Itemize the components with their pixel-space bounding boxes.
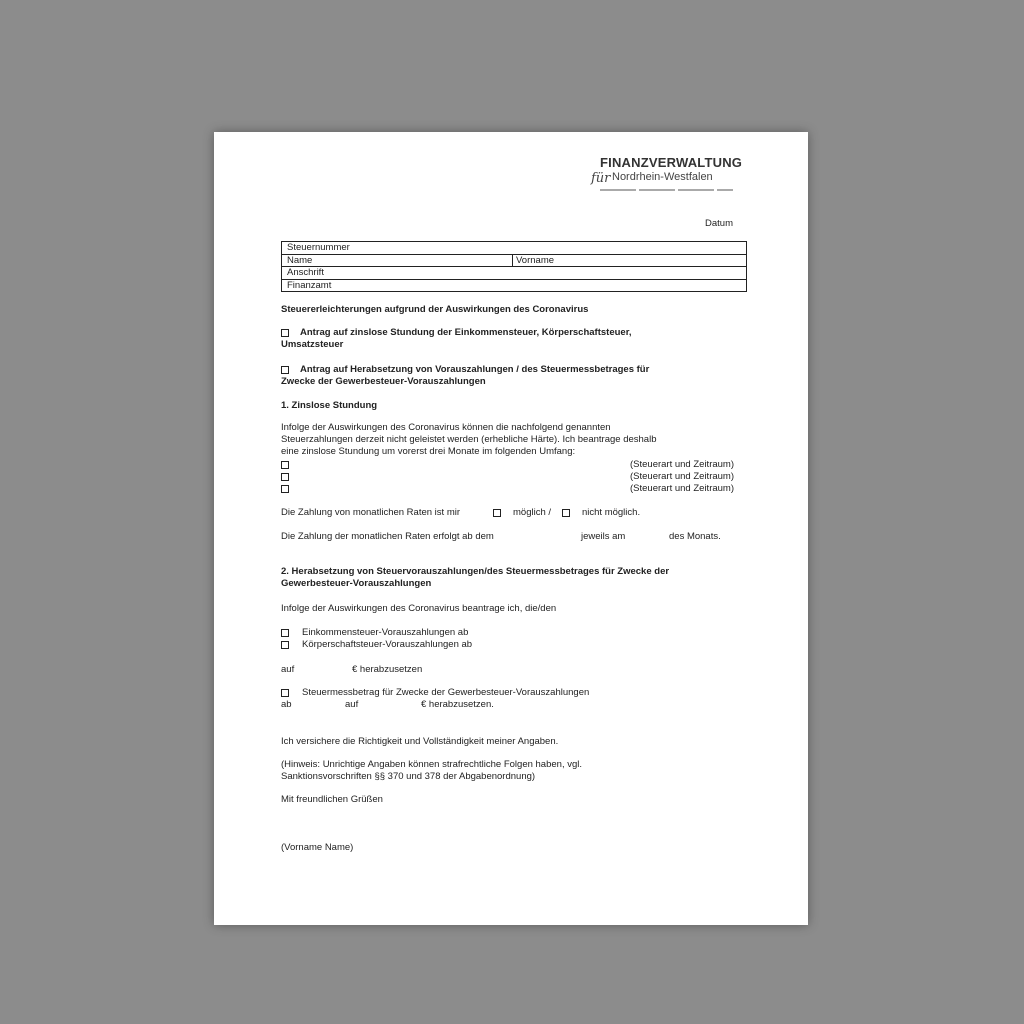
- table-row-name: [282, 255, 746, 268]
- auf-label: auf: [281, 664, 295, 675]
- table-row-anschrift: [282, 267, 746, 280]
- hinweis-line2: Sanktionsvorschriften §§ 370 und 378 der Abgabenordnung): [281, 771, 536, 782]
- logo-title: FINANZVERWALTUNG: [600, 155, 743, 170]
- taxpayer-info-table: [281, 241, 747, 292]
- steuerart3-label: (Steuerart und Zeitraum): [629, 483, 734, 494]
- antrag1-line2: Umsatzsteuer: [281, 339, 344, 350]
- signature-placeholder: (Vorname Name): [281, 842, 354, 853]
- raten2-jeweils: jeweils am: [581, 531, 626, 542]
- antrag2-checkbox[interactable]: [281, 366, 289, 374]
- antrag2-line1: Antrag auf Herabsetzung von Vorauszahlungen / des Steuermessbetrages für: [300, 364, 650, 375]
- vorname-label: Vorname: [512, 255, 554, 267]
- steuerart1-label: (Steuerart und Zeitraum): [629, 459, 734, 470]
- table-row-finanzamt: [282, 280, 746, 292]
- moeglich-label: möglich /: [513, 507, 552, 518]
- section1-para-line3: eine zinslose Stundung um vorerst drei Monate im folgenden Umfang:: [281, 446, 576, 457]
- logo-underline-2: [639, 189, 675, 191]
- hinweis-line1: (Hinweis: Unrichtige Angaben können strafrechtliche Folgen haben, vgl.: [281, 759, 583, 770]
- section2-intro: Infolge der Auswirkungen des Coronavirus beantrage ich, die/den: [281, 603, 557, 614]
- datum-label: Datum: [705, 218, 733, 229]
- ab-label: ab: [281, 699, 292, 710]
- steuermessbetrag-label: Steuermessbetrag für Zwecke der Gewerbesteuer-Vorauszahlungen: [302, 687, 590, 698]
- section1-para-line1: Infolge der Auswirkungen des Coronavirus können die nachfolgend genannten: [281, 422, 611, 433]
- antrag1-checkbox[interactable]: [281, 329, 289, 337]
- steuerart1-checkbox[interactable]: [281, 461, 289, 469]
- koerperschaftsteuer-checkbox[interactable]: [281, 641, 289, 649]
- raten2-text: Die Zahlung der monatlichen Raten erfolgt ab dem: [281, 531, 494, 542]
- raten-text: Die Zahlung von monatlichen Raten ist mir: [281, 507, 461, 518]
- logo-fuer: für: [591, 171, 611, 186]
- antrag1-line1: Antrag auf zinslose Stundung der Einkommensteuer, Körperschaftsteuer,: [300, 327, 632, 338]
- auf2-label: auf: [345, 699, 359, 710]
- raten2-monats: des Monats.: [669, 531, 721, 542]
- section1-title: 1. Zinslose Stundung: [281, 400, 378, 411]
- versicherung-text: Ich versichere die Richtigkeit und Vollständigkeit meiner Angaben.: [281, 736, 559, 747]
- logo-underline-1: [600, 189, 636, 191]
- steuernummer-label: Steuernummer: [287, 242, 350, 253]
- steuermessbetrag-checkbox[interactable]: [281, 689, 289, 697]
- herabzusetzen-label: € herabzusetzen: [352, 664, 423, 675]
- section2-title-line2: Gewerbesteuer-Vorauszahlungen: [281, 578, 432, 589]
- einkommensteuer-checkbox[interactable]: [281, 629, 289, 637]
- document-heading: Steuererleichterungen aufgrund der Auswirkungen des Coronavirus: [281, 304, 589, 315]
- nicht-moeglich-label: nicht möglich.: [582, 507, 641, 518]
- name-label: Name: [287, 254, 313, 266]
- steuerart2-checkbox[interactable]: [281, 473, 289, 481]
- section1-para-line2: Steuerzahlungen derzeit nicht geleistet werden (erhebliche Härte). Ich beantrage deshalb: [281, 434, 657, 445]
- einkommensteuer-label: Einkommensteuer-Vorauszahlungen ab: [302, 627, 469, 638]
- steuerart2-label: (Steuerart und Zeitraum): [629, 471, 734, 482]
- moeglich-checkbox[interactable]: [493, 509, 501, 517]
- logo-underline-4: [717, 189, 733, 191]
- anschrift-label: Anschrift: [287, 267, 324, 278]
- koerperschaftsteuer-label: Körperschaftsteuer-Vorauszahlungen ab: [302, 639, 473, 650]
- herabzusetzen2-label: € herabzusetzen.: [421, 699, 494, 710]
- steuerart3-checkbox[interactable]: [281, 485, 289, 493]
- logo-subtitle: Nordrhein-Westfalen: [612, 171, 713, 183]
- antrag2-line2: Zwecke der Gewerbesteuer-Vorauszahlungen: [281, 376, 486, 387]
- section2-title-line1: 2. Herabsetzung von Steuervorauszahlungen/des Steuermessbetrages für Zwecke der: [281, 566, 670, 577]
- gruss-text: Mit freundlichen Grüßen: [281, 794, 383, 805]
- logo-underline-3: [678, 189, 714, 191]
- document-page: [214, 132, 808, 925]
- finanzamt-label: Finanzamt: [287, 279, 332, 291]
- table-row-steuernummer: [282, 242, 746, 255]
- nicht-moeglich-checkbox[interactable]: [562, 509, 570, 517]
